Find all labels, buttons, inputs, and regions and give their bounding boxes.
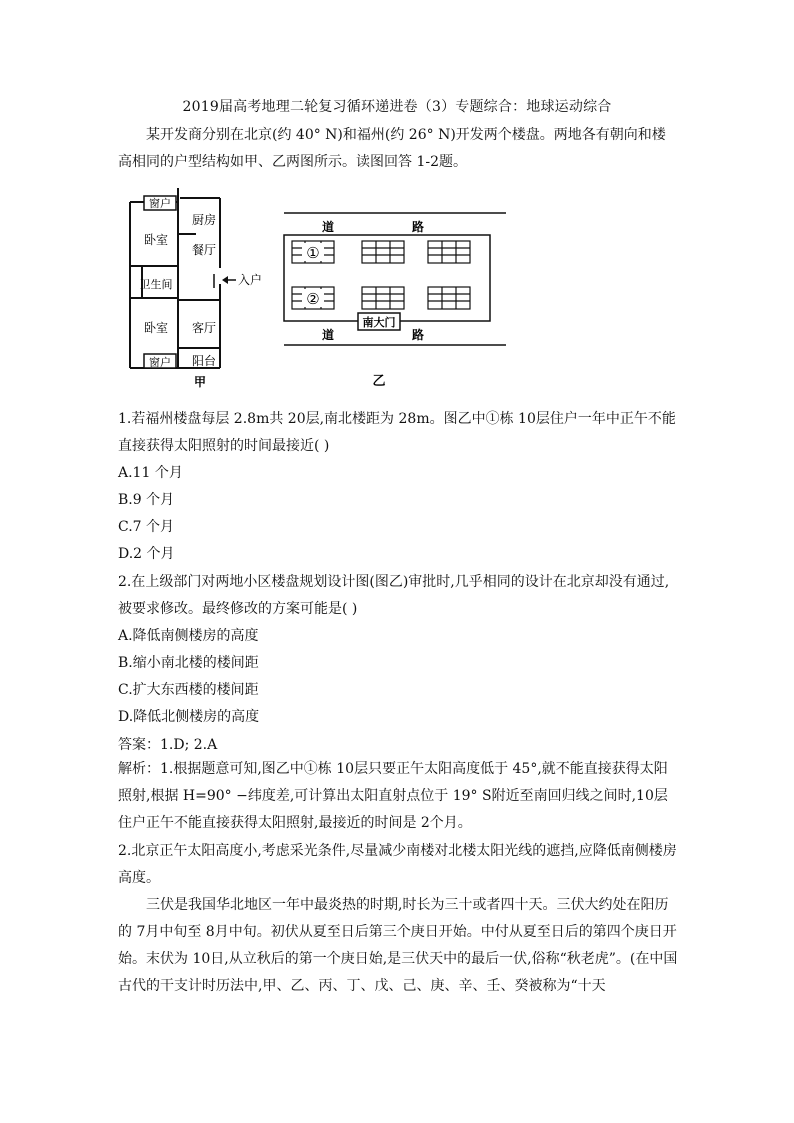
figure-jia-caption: 甲	[193, 375, 207, 389]
bedroom-bottom-label: 卧室	[143, 321, 169, 335]
answer-line: 答案：1.D; 2.A	[118, 737, 218, 753]
q1-stem-line2: 直接获得太阳照射的时间最接近( )	[118, 438, 330, 454]
analysis-paragraph-2: 2.北京正午太阳高度小,考虑采光条件,尽量减少南楼对北楼太阳光线的遮挡,应降低南侧楼房高度。	[118, 843, 677, 886]
q2-option-a: A.降低南侧楼房的高度	[118, 628, 259, 644]
q1-option-b: B.9 个月	[118, 492, 175, 508]
entrance-arrow-icon	[214, 274, 236, 288]
bathroom-label: 卫生间	[139, 278, 173, 291]
intro-paragraph: 某开发商分别在北京(约 40° N)和福州(约 26° N)开发两个楼盘。两地各有朝向和楼高相同的户型结构如甲、乙两图所示。读图回答 1-2题。	[118, 127, 666, 170]
road-bottom-char-2: 路	[412, 328, 425, 342]
entrance-label: 入户	[237, 273, 263, 287]
q2-option-b: B.缩小南北楼的楼间距	[118, 655, 259, 671]
building-1-label: ①	[306, 244, 320, 262]
figure-yi-site-plan	[280, 205, 510, 390]
figure-yi-caption: 乙	[372, 374, 386, 389]
window-top-label: 窗户	[149, 197, 171, 210]
living-room-label: 客厅	[191, 321, 217, 335]
building-2-label: ②	[306, 290, 320, 308]
figure-jia-floor-plan	[118, 188, 278, 393]
q2-stem-line1: 2.在上级部门对两地小区楼盘规划设计图(图乙)审批时,几乎相同的设计在北京却没有通过,	[118, 574, 670, 590]
analysis-paragraph-1: 解析：1.根据题意可知,图乙中①栋 10层只要正午太阳高度低于 45°,就不能直接获得太阳照射,根据 H=90° −纬度差,可计算出太阳直射点位于 19° S附近至南回归线之间时,10层住户正午不能直接获得太阳照射,最接近的时间是 2个月。	[118, 761, 668, 831]
q1-option-c: C.7 个月	[118, 519, 175, 535]
q2-option-d: D.降低北侧楼房的高度	[118, 709, 260, 725]
road-top-char-1: 道	[322, 220, 335, 234]
dining-label: 餐厅	[191, 243, 217, 257]
kitchen-label: 厨房	[191, 213, 217, 227]
q1-option-d: D.2 个月	[118, 546, 175, 562]
road-top-char-2: 路	[412, 220, 425, 234]
balcony-label: 阳台	[191, 354, 217, 368]
window-bottom-label: 窗户	[149, 356, 171, 369]
bedroom-top-label: 卧室	[143, 233, 169, 247]
document-title: 2019届高考地理二轮复习循环递进卷（3）专题综合：地球运动综合	[182, 99, 612, 115]
q1-option-a: A.11 个月	[118, 465, 183, 481]
south-gate-label: 南大门	[362, 316, 396, 329]
q1-stem-line1: 1.若福州楼盘每层 2.8m共 20层,南北楼距为 28m。图乙中①栋 10层住户一年中正午不能	[118, 411, 676, 427]
q2-stem-line2: 被要求修改。最终修改的方案可能是( )	[118, 601, 358, 617]
road-bottom-char-1: 道	[322, 328, 335, 342]
sanfu-passage: 三伏是我国华北地区一年中最炎热的时期,时长为三十或者四十天。三伏大约处在阳历的 7月中旬至 8月中旬。初伏从夏至日后第三个庚日开始。中付从夏至日后的第四个庚日开始。末伏为 10日,从立秋后的第一个庚日始,是三伏天中的最后一伏,俗称“秋老虎”。(在中国古代的干支计时历法中,甲、乙、丙、丁、戊、己、庚、辛、壬、癸被称为“十天	[118, 897, 678, 994]
q2-option-c: C.扩大东西楼的楼间距	[118, 682, 259, 698]
